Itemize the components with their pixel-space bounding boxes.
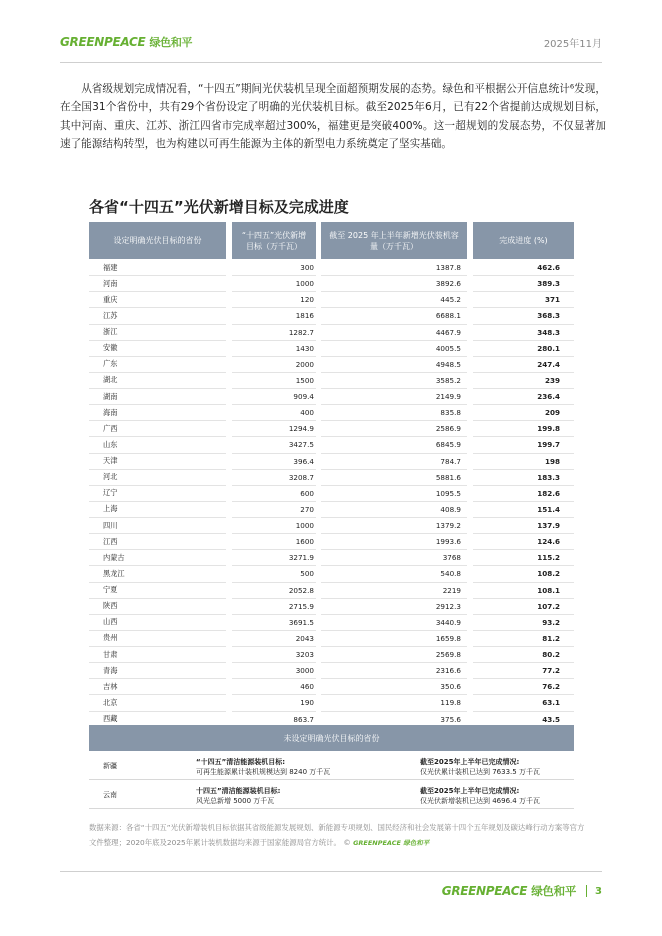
progress-text: 仅光伏累计装机已达到 7633.5 万千瓦 xyxy=(420,767,540,776)
target-cell: 3000 xyxy=(232,663,316,679)
progress-cell: 199.8 xyxy=(473,421,574,437)
province-target-table xyxy=(89,222,574,724)
installed-cell: 4005.5 xyxy=(321,341,467,357)
progress-cell: 348.3 xyxy=(473,325,574,341)
table-row xyxy=(89,550,574,566)
progress-cell: 239 xyxy=(473,373,574,389)
table-row xyxy=(89,357,574,373)
target-cell: 270 xyxy=(232,502,316,518)
table-row xyxy=(89,437,574,453)
copyright-symbol: © xyxy=(343,838,351,847)
progress-cell: 389.3 xyxy=(473,276,574,292)
target-cell: 400 xyxy=(232,405,316,421)
table-body xyxy=(89,260,574,728)
installed-cell: 2219 xyxy=(321,583,467,599)
progress-cell: 371 xyxy=(473,292,574,308)
installed-cell: 5881.6 xyxy=(321,470,467,486)
progress-cell: 81.2 xyxy=(473,631,574,647)
table-row xyxy=(89,599,574,615)
installed-cell: 835.8 xyxy=(321,405,467,421)
province-cell: 宁夏 xyxy=(89,583,226,599)
province-cell: 上海 xyxy=(89,502,226,518)
province-cell: 湖南 xyxy=(89,389,226,405)
target-cell: 1600 xyxy=(232,534,316,550)
progress-title: 截至2025年上半年已完成情况: xyxy=(420,787,520,795)
province-cell: 内蒙古 xyxy=(89,550,226,566)
progress-cell: 182.6 xyxy=(473,486,574,502)
table-title: 各省“十四五”光伏新增目标及完成进度 xyxy=(89,198,349,216)
province-cell: 北京 xyxy=(89,695,226,711)
table-row xyxy=(89,663,574,679)
installed-cell: 350.6 xyxy=(321,679,467,695)
table-row xyxy=(89,341,574,357)
progress-cell: 108.2 xyxy=(473,566,574,582)
target-cell: 2043 xyxy=(232,631,316,647)
target-cell: 3691.5 xyxy=(232,615,316,631)
installed-cell: 1993.6 xyxy=(321,534,467,550)
progress-cell: 462.6 xyxy=(473,260,574,276)
target-cell: 1000 xyxy=(232,276,316,292)
progress-cell: 368.3 xyxy=(473,308,574,324)
logo-text: GREENPEACE xyxy=(60,35,146,49)
page-footer xyxy=(442,883,602,899)
installed-cell: 6688.1 xyxy=(321,308,467,324)
installed-cell: 540.8 xyxy=(321,566,467,582)
progress-cell: 198 xyxy=(473,454,574,470)
target-cell: 3208.7 xyxy=(232,470,316,486)
footer-divider xyxy=(60,871,602,872)
table-row xyxy=(89,486,574,502)
progress-cell xyxy=(420,758,540,777)
province-cell: 河南 xyxy=(89,276,226,292)
province-cell: 安徽 xyxy=(89,341,226,357)
province-cell: 贵州 xyxy=(89,631,226,647)
target-cell: 2715.9 xyxy=(232,599,316,615)
installed-cell: 3585.2 xyxy=(321,373,467,389)
no-target-row xyxy=(89,753,574,780)
table-row xyxy=(89,373,574,389)
province-name: 云南 xyxy=(103,791,117,799)
table-row xyxy=(89,308,574,324)
progress-cell: 93.2 xyxy=(473,615,574,631)
installed-cell: 3768 xyxy=(321,550,467,566)
source-greenpeace-logo xyxy=(353,839,429,847)
target-cell: 2000 xyxy=(232,357,316,373)
installed-cell: 6845.9 xyxy=(321,437,467,453)
installed-cell: 1095.5 xyxy=(321,486,467,502)
target-cell: 1294.9 xyxy=(232,421,316,437)
body-paragraph: 从省级规划完成情况看，“十四五”期间光伏装机呈现全面超预期发展的态势。绿色和平根据公开信息统计⁶发现，在全国31个省份中，共有29个省份设定了明确的光伏装机目标。截至2025年6月，已有22个省提前达成规划目标，其中河南、重庆、江苏、浙江四省市完成率超过300%，福建更是突破400%。这一超规划的发展态势，不仅显著加速了能源结构转型，也为构建以可再生能源为主体的新型电力系统奠定了坚实基础。 xyxy=(60,83,606,151)
province-cell: 陕西 xyxy=(89,599,226,615)
target-cell xyxy=(196,787,280,806)
greenpeace-logo xyxy=(60,34,192,50)
target-title: 十四五”清洁能源装机目标: xyxy=(196,787,281,795)
mini-logo-text: GREENPEACE xyxy=(353,839,401,847)
table-row xyxy=(89,583,574,599)
table-row xyxy=(89,421,574,437)
progress-cell: 124.6 xyxy=(473,534,574,550)
table-row xyxy=(89,518,574,534)
logo-cn-text: 绿色和平 xyxy=(149,36,193,49)
installed-cell: 1659.8 xyxy=(321,631,467,647)
province-cell: 福建 xyxy=(89,260,226,276)
footer-greenpeace-logo xyxy=(442,883,576,899)
province-cell: 青海 xyxy=(89,663,226,679)
installed-cell: 2912.3 xyxy=(321,599,467,615)
progress-text: 仅光伏新增装机已达到 4696.4 万千瓦 xyxy=(420,796,540,805)
progress-cell: 280.1 xyxy=(473,341,574,357)
progress-cell: 247.4 xyxy=(473,357,574,373)
header-province: 设定明确光伏目标的省份 xyxy=(89,222,226,259)
progress-cell: 183.3 xyxy=(473,470,574,486)
table-row xyxy=(89,470,574,486)
target-cell: 863.7 xyxy=(232,712,316,728)
header-progress: 完成进度 (%) xyxy=(473,222,574,259)
table-row xyxy=(89,276,574,292)
progress-cell: 137.9 xyxy=(473,518,574,534)
province-cell: 浙江 xyxy=(89,325,226,341)
province-cell: 西藏 xyxy=(89,712,226,728)
target-cell: 1816 xyxy=(232,308,316,324)
installed-cell: 119.8 xyxy=(321,695,467,711)
report-date: 2025年11月 xyxy=(543,39,602,50)
progress-cell: 209 xyxy=(473,405,574,421)
target-cell: 1430 xyxy=(232,341,316,357)
progress-cell xyxy=(420,787,540,806)
installed-cell: 408.9 xyxy=(321,502,467,518)
table-row xyxy=(89,679,574,695)
source-note xyxy=(89,820,589,851)
no-target-header: 未设定明确光伏目标的省份 xyxy=(89,725,574,751)
table-row xyxy=(89,502,574,518)
progress-cell: 107.2 xyxy=(473,599,574,615)
province-cell: 山东 xyxy=(89,437,226,453)
footer-separator xyxy=(586,885,587,897)
table-row xyxy=(89,534,574,550)
progress-cell: 199.7 xyxy=(473,437,574,453)
installed-cell: 445.2 xyxy=(321,292,467,308)
province-name: 新疆 xyxy=(103,762,117,770)
header-installed: 截至 2025 年上半年新增光伏装机容量（万千瓦） xyxy=(321,222,467,259)
table-row xyxy=(89,405,574,421)
installed-cell: 2569.8 xyxy=(321,647,467,663)
province-cell: 重庆 xyxy=(89,292,226,308)
province-cell: 天津 xyxy=(89,454,226,470)
installed-cell: 4948.5 xyxy=(321,357,467,373)
province-cell: 海南 xyxy=(89,405,226,421)
target-cell: 600 xyxy=(232,486,316,502)
page-header xyxy=(60,33,602,53)
installed-cell: 1387.8 xyxy=(321,260,467,276)
target-cell: 120 xyxy=(232,292,316,308)
progress-cell: 43.5 xyxy=(473,712,574,728)
target-cell: 3203 xyxy=(232,647,316,663)
target-cell: 909.4 xyxy=(232,389,316,405)
table-row xyxy=(89,631,574,647)
progress-title: 截至2025年上半年已完成情况: xyxy=(420,758,520,766)
province-cell: 甘肃 xyxy=(89,647,226,663)
installed-cell: 3892.6 xyxy=(321,276,467,292)
province-cell: 江苏 xyxy=(89,308,226,324)
province-cell: 江西 xyxy=(89,534,226,550)
province-cell: 辽宁 xyxy=(89,486,226,502)
progress-cell: 151.4 xyxy=(473,502,574,518)
progress-cell: 76.2 xyxy=(473,679,574,695)
target-cell: 300 xyxy=(232,260,316,276)
installed-cell: 1379.2 xyxy=(321,518,467,534)
table-row xyxy=(89,647,574,663)
installed-cell: 2316.6 xyxy=(321,663,467,679)
table-row xyxy=(89,292,574,308)
progress-cell: 236.4 xyxy=(473,389,574,405)
province-cell: 吉林 xyxy=(89,679,226,695)
installed-cell: 2586.9 xyxy=(321,421,467,437)
footer-logo-text: GREENPEACE xyxy=(441,884,528,898)
progress-cell: 115.2 xyxy=(473,550,574,566)
target-cell: 1500 xyxy=(232,373,316,389)
target-cell: 1282.7 xyxy=(232,325,316,341)
mini-logo-cn: 绿色和平 xyxy=(403,839,430,847)
province-cell: 广东 xyxy=(89,357,226,373)
target-text: 风光总新增 5000 万千瓦 xyxy=(196,796,275,805)
target-cell: 500 xyxy=(232,566,316,582)
installed-cell: 375.6 xyxy=(321,712,467,728)
source-text: 数据来源：各省“十四五”光伏新增装机目标依据其省级能源发展规划、新能源专项规划、国民经济和社会发展第十四个五年规划及碳达峰行动方案等官方文件整理；2020年底及2025年累计装机数据均来源于国家能源局官方统计。 xyxy=(89,823,585,847)
target-text: 可再生能源累计装机规模达到 8240 万千瓦 xyxy=(196,767,331,776)
province-cell: 山西 xyxy=(89,615,226,631)
table-row xyxy=(89,389,574,405)
target-title: “十四五”清洁能源装机目标: xyxy=(196,758,286,766)
installed-cell: 3440.9 xyxy=(321,615,467,631)
province-cell: 广西 xyxy=(89,421,226,437)
table-row xyxy=(89,260,574,276)
header-divider xyxy=(60,62,602,63)
footer-logo-cn: 绿色和平 xyxy=(531,884,577,898)
progress-cell: 77.2 xyxy=(473,663,574,679)
installed-cell: 784.7 xyxy=(321,454,467,470)
page-number: 3 xyxy=(595,885,602,897)
target-cell: 190 xyxy=(232,695,316,711)
table-row xyxy=(89,615,574,631)
target-cell: 460 xyxy=(232,679,316,695)
target-cell: 396.4 xyxy=(232,454,316,470)
installed-cell: 2149.9 xyxy=(321,389,467,405)
target-cell xyxy=(196,758,330,777)
progress-cell: 63.1 xyxy=(473,695,574,711)
table-row xyxy=(89,566,574,582)
target-cell: 1000 xyxy=(232,518,316,534)
table-row xyxy=(89,695,574,711)
target-cell: 3271.9 xyxy=(232,550,316,566)
province-cell: 河北 xyxy=(89,470,226,486)
table-row xyxy=(89,454,574,470)
province-cell: 四川 xyxy=(89,518,226,534)
province-cell: 湖北 xyxy=(89,373,226,389)
target-cell: 3427.5 xyxy=(232,437,316,453)
table-row xyxy=(89,325,574,341)
target-cell: 2052.8 xyxy=(232,583,316,599)
installed-cell: 4467.9 xyxy=(321,325,467,341)
progress-cell: 108.1 xyxy=(473,583,574,599)
header-target: “十四五”光伏新增目标（万千瓦） xyxy=(232,222,316,259)
progress-cell: 80.2 xyxy=(473,647,574,663)
province-cell: 黑龙江 xyxy=(89,566,226,582)
no-target-row xyxy=(89,782,574,809)
table-header xyxy=(89,222,574,259)
